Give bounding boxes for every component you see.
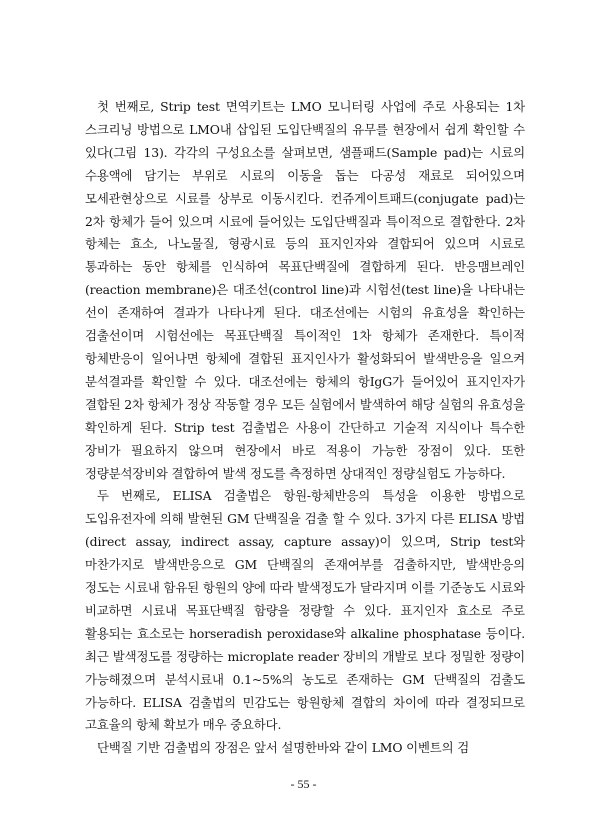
- paragraph-elisa: 두 번째로, ELISA 검출법은 항원-항체반응의 특성을 이용한 방법으로 도입유전자에 의해 발현된 GM 단백질을 검출 할 수 있다. 3가지 다른 ELISA 방법(direct assay, indirect assay, capture assay)이 있으며, Strip test와 마찬가지로 발색반응으로 GM 단백질의 존재여부를 검출하지만, 발색반응의 정도는 시료내 함유된 항원의 양에 따라 발색정도가 달라지며 이를 기준농도 시료와 비교하면 시료내 목표단백질 함량을 정량할 수 있다. 표지인자 효소로 주로 활용되는 효소로는 horseradish peroxidase와 alkaline phosphatase 등이다. 최근 발색정도를 정량하는 microplate reader 장비의 개발로 보다 정밀한 정량이 가능해졌으며 분석시료내 0.1~5%의 농도로 존재하는 GM 단백질의 검출도 가능하다. ELISA 검출법의 민감도는 항원항체 결합의 차이에 따라 결정되므로 고효율의 항체 확보가 매우 중요하다.: [85, 488, 525, 733]
- paragraph-strip-test: 첫 번째로, Strip test 면역키트는 LMO 모니터링 사업에 주로 사용되는 1차 스크리닝 방법으로 LMO내 삽입된 도입단백질의 유무를 현장에서 쉽게 확인할 수 있다(그림 13). 각각의 구성요소를 살펴보면, 샘플패드(Sample pad)는 시료의 수용액에 담기는 부위로 시료의 이동을 돕는 다공성 재료로 되어있으며 모세관현상으로 시료를 상부로 이동시킨다. 컨쥬게이트패드(conjugate pad)는 2차 항체가 들어 있으며 시료에 들어있는 도입단백질과 특이적으로 결합한다. 2차 항체는 효소, 나노물질, 형광시료 등의 표지인자와 결합되어 있으며 시료로 통과하는 동안 항체를 인식하여 목표단백질에 결합하게 된다. 반응맴브레인(reaction membrane)은 대조선(control line)과 시험선(test line)을 나타내는 선이 존재하여 결과가 나타나게 된다. 대조선에는 시험의 유효성을 확인하는 검출선이며 시험선에는 목표단백질 특이적인 1차 항체가 존재한다. 특이적 항체반응이 일어나면 항체에 결합된 표지인사가 활성화되어 발색반응을 일으켜 분석결과를 확인할 수 있다. 대조선에는 항체의 항IgG가 들어있어 표지인자가 결합된 2차 항체가 정상 작동할 경우 모든 실험에서 발색하여 해당 실험의 유효성을 확인하게 된다. Strip test 검출법은 사용이 간단하고 기술적 지식이나 특수한 장비가 필요하지 않으며 현장에서 바로 적용이 가능한 장점이 있다. 또한 정량분석장비와 결합하여 발색 정도를 측정하면 상대적인 정량실험도 가능하다.: [85, 99, 525, 481]
- page-number: - 55 -: [290, 777, 317, 791]
- paragraph-protein-detection: 단백질 기반 검출법의 장점은 앞서 설명한바와 같이 LMO 이벤트의 검: [97, 740, 470, 756]
- body-text: [85, 96, 525, 760]
